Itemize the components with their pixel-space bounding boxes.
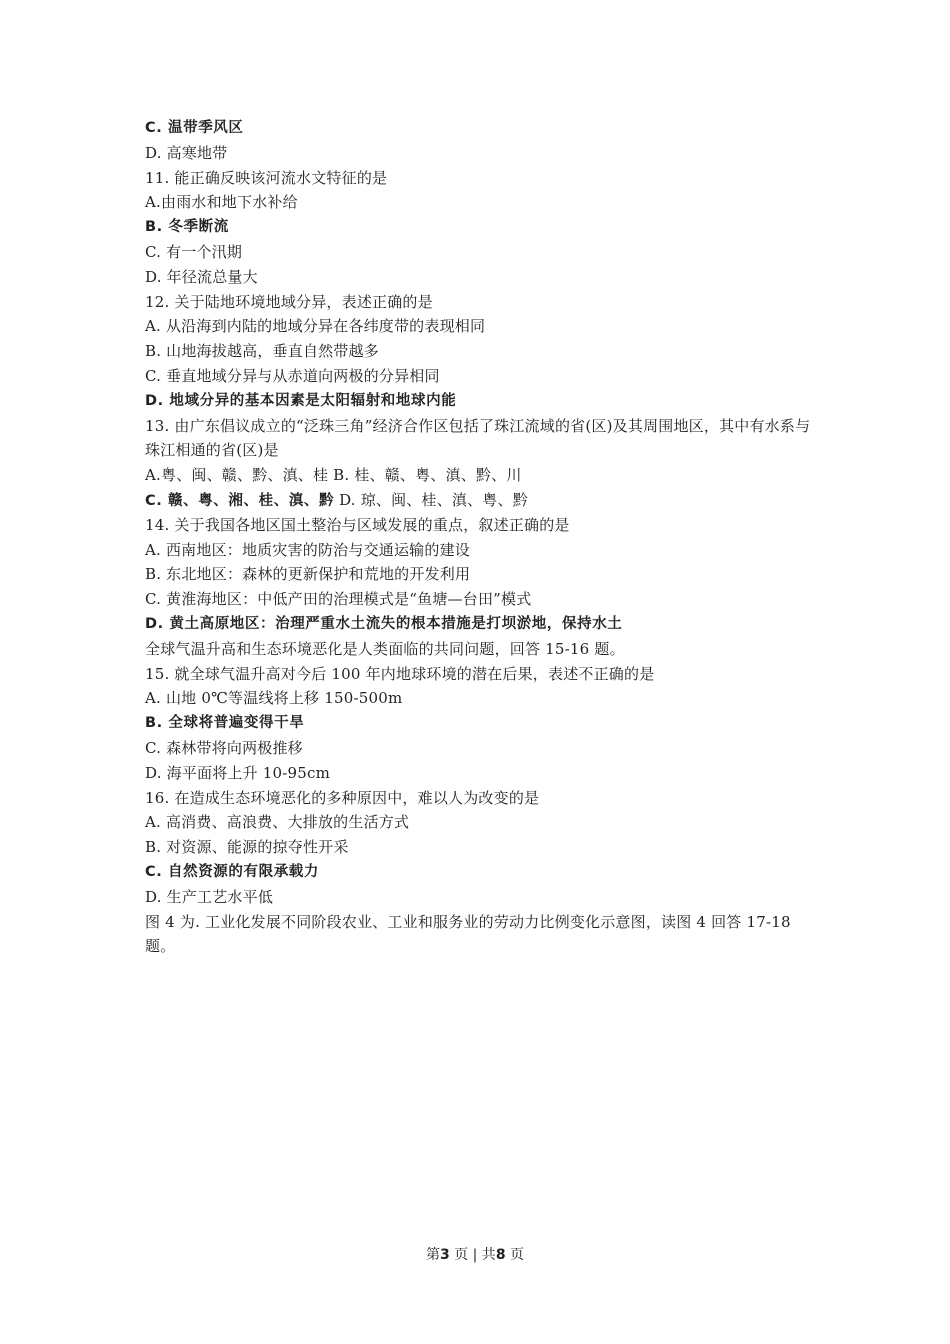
q14-option-a: A. 西南地区：地质灾害的防治与交通运输的建设 (145, 540, 470, 559)
q13-option-c-answer: C. 赣、粤、湘、桂、滇、黔 (145, 492, 335, 509)
q11-option-a: A.由雨水和地下水补给 (145, 193, 298, 212)
option-d: D. 高寒地带 (145, 143, 228, 162)
footer-suffix: 页 (505, 1247, 525, 1263)
page-footer (0, 1244, 950, 1264)
q11-option-b-answer: B. 冬季断流 (145, 219, 229, 236)
q15-option-b-answer: B. 全球将普遍变得干旱 (145, 715, 305, 732)
q14-option-c: C. 黄淮海地区：中低产田的治理模式是“鱼塘—台田”模式 (145, 590, 532, 609)
question-15: 15. 就全球气温升高对今后 100 年内地球环境的潜在后果，表述不正确的是 (145, 664, 655, 683)
footer-prefix: 第 (425, 1247, 440, 1263)
q12-option-b: B. 山地海拔越高，垂直自然带越多 (145, 342, 379, 361)
document-body (145, 116, 815, 959)
q13-options-ab: A.粤、闽、赣、黔、滇、桂 B. 桂、赣、粤、滇、黔、川 (145, 466, 522, 485)
intro-17-18: 图 4 为. 工业化发展不同阶段农业、工业和服务业的劳动力比例变化示意图，读图 4 回答 17-18 题。 (145, 912, 791, 956)
q16-option-a: A. 高消费、高浪费、大排放的生活方式 (145, 813, 410, 832)
q16-option-c-answer: C. 自然资源的有限承载力 (145, 863, 319, 880)
q14-option-d-answer: D. 黄土高原地区：治理严重水土流失的根本措施是打坝淤地，保持水土 (145, 615, 623, 632)
question-13: 13. 由广东倡议成立的“泛珠三角”经济合作区包括了珠江流域的省(区)及其周围地区，其中有水系与珠江相通的省(区)是 (145, 416, 811, 460)
q15-option-c: C. 森林带将向两极推移 (145, 738, 303, 757)
q12-option-c: C. 垂直地域分异与从赤道向两极的分异相同 (145, 366, 440, 385)
q13-option-d: D. 琼、闽、桂、滇、粤、黔 (334, 490, 528, 509)
q12-option-a: A. 从沿海到内陆的地域分异在各纬度带的表现相同 (145, 317, 486, 336)
footer-page-number: 3 (439, 1247, 450, 1263)
q16-option-d: D. 生产工艺水平低 (145, 887, 274, 906)
footer-total-pages: 8 (495, 1247, 506, 1263)
q14-option-b: B. 东北地区：森林的更新保护和荒地的开发利用 (145, 565, 471, 584)
q11-option-c: C. 有一个汛期 (145, 242, 243, 261)
q13-options-cd (145, 488, 815, 513)
q12-option-d-answer: D. 地域分异的基本因素是太阳辐射和地球内能 (145, 392, 457, 409)
q15-option-d: D. 海平面将上升 10-95cm (145, 763, 331, 782)
intro-15-16: 全球气温升高和生态环境恶化是人类面临的共同问题，回答 15-16 题。 (145, 639, 625, 658)
q11-option-d: D. 年径流总量大 (145, 267, 258, 286)
footer-mid: 页 | 共 (449, 1247, 496, 1263)
option-c-answer: C. 温带季风区 (145, 120, 244, 136)
question-12: 12. 关于陆地环境地域分异，表述正确的是 (145, 292, 433, 311)
question-11: 11. 能正确反映该河流水文特征的是 (145, 168, 388, 187)
q15-option-a: A. 山地 0℃等温线将上移 150-500m (145, 689, 403, 708)
question-14: 14. 关于我国各地区国土整治与区域发展的重点，叙述正确的是 (145, 515, 570, 534)
question-16: 16. 在造成生态环境恶化的多种原因中，难以人为改变的是 (145, 788, 540, 807)
q16-option-b: B. 对资源、能源的掠夺性开采 (145, 838, 349, 857)
